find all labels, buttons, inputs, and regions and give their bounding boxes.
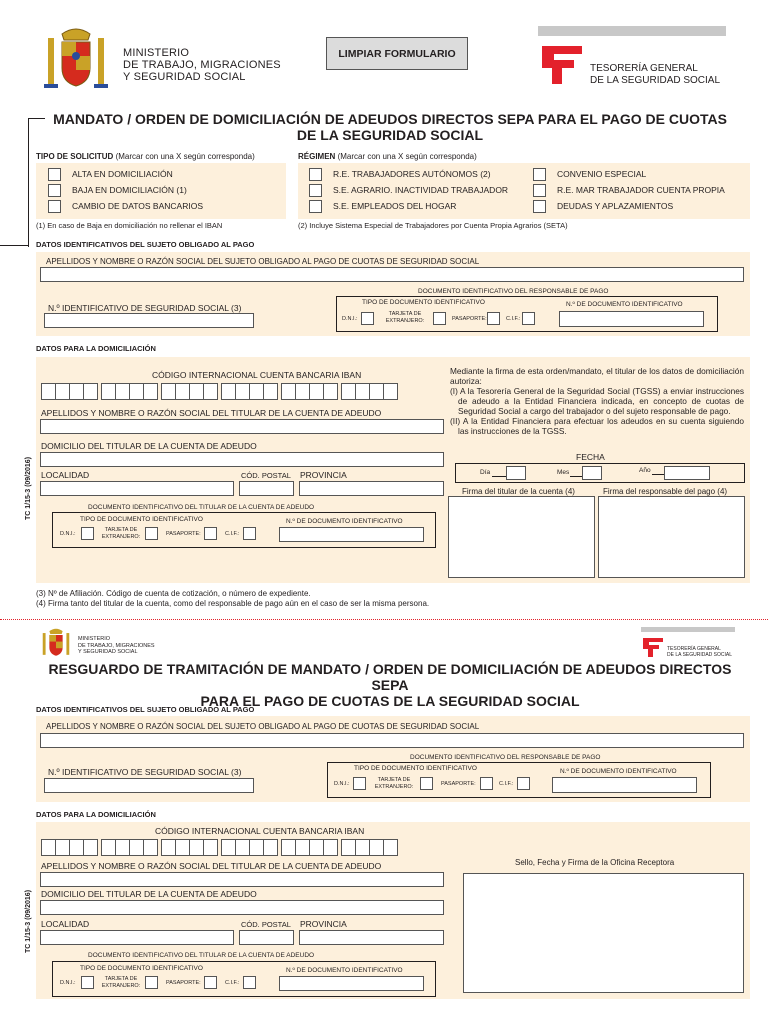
footnote-3: (3) Nº de Afiliación. Código de cuenta de cotización, o número de expediente.	[36, 589, 311, 598]
num-doc-label: N.º DE DOCUMENTO IDENTIFICATIVO	[566, 301, 683, 308]
side-code: TC 1/15-3 (09/2016)	[25, 456, 32, 520]
firma-responsable-label: Firma del responsable del pago (4)	[603, 487, 728, 496]
anio-label: Año	[639, 467, 651, 474]
check-cif-titular[interactable]	[243, 527, 256, 540]
receipt-num-doc-titular-label: N.º DE DOCUMENTO IDENTIFICATIVO	[286, 967, 403, 974]
provincia-label: PROVINCIA	[300, 470, 347, 480]
receipt-tarjeta-label: TARJETA DE EXTRANJERO:	[374, 777, 414, 790]
check-hogar[interactable]	[309, 200, 322, 213]
localidad-label: LOCALIDAD	[41, 470, 90, 480]
receipt-section-domiciliacion: DATOS PARA LA DOMICILIACIÓN	[36, 810, 156, 819]
dia-line	[492, 476, 506, 477]
doc-responsable-label: DOCUMENTO IDENTIFICATIVO DEL RESPONSABLE DE PAGO	[418, 288, 609, 295]
check-deudas[interactable]	[533, 200, 546, 213]
regimen-mar-label: R.E. MAR TRABAJADOR CUENTA PROPIA	[557, 185, 725, 195]
receipt-check-dni[interactable]	[353, 777, 366, 790]
receipt-tgss-logo-icon	[642, 637, 664, 658]
doc-titular-label: DOCUMENTO IDENTIFICATIVO DEL TITULAR DE LA CUENTA DE ADEUDO	[88, 504, 315, 511]
regimen-agrario-label: S.E. AGRARIO. INACTIVIDAD TRABAJADOR	[333, 185, 509, 195]
receipt-dni-label: D.N.I.:	[334, 781, 350, 787]
check-alta[interactable]	[48, 168, 61, 181]
receipt-iban-input-group[interactable]	[41, 839, 397, 856]
receipt-check-cif-titular[interactable]	[243, 976, 256, 989]
receipt-dni-titular-label: D.N.I.:	[60, 980, 76, 986]
receipt-pasaporte-titular-label: PASAPORTE:	[166, 980, 201, 986]
domicilio-titular-label: DOMICILIO DEL TITULAR DE LA CUENTA DE ADEUDO	[41, 441, 257, 451]
iban-input-group[interactable]	[41, 383, 397, 400]
dni-titular-label: D.N.I.:	[60, 531, 76, 537]
receipt-num-doc-label: N.º DE DOCUMENTO IDENTIFICATIVO	[560, 768, 677, 775]
cif-titular-label: C.I.F.:	[225, 531, 240, 537]
receipt-cod-postal-label: CÓD. POSTAL	[241, 920, 291, 929]
receipt-num-doc-responsable-input[interactable]	[552, 777, 697, 793]
tipo-doc-label: TIPO DE DOCUMENTO IDENTIFICATIVO	[362, 299, 485, 306]
left-bracket-bottom	[0, 245, 29, 246]
receipt-ministry-name: MINISTERIO DE TRABAJO, MIGRACIONES Y SEGURIDAD SOCIAL	[78, 636, 155, 655]
receipt-localidad-label: LOCALIDAD	[41, 919, 90, 929]
receipt-num-ss-input[interactable]	[44, 778, 254, 793]
receipt-check-pasaporte-titular[interactable]	[204, 976, 217, 989]
receipt-side-code: TC 1/15-3 (09/2016)	[25, 889, 32, 953]
fecha-label: FECHA	[576, 452, 605, 462]
num-ss-label: N.º IDENTIFICATIVO DE SEGURIDAD SOCIAL (3)	[48, 303, 242, 313]
note-1: (1) En caso de Baja en domiciliación no rellenar el IBAN	[36, 221, 223, 230]
cif-label: C.I.F.:	[506, 316, 521, 322]
check-baja[interactable]	[48, 184, 61, 197]
receipt-tipo-doc-label: TIPO DE DOCUMENTO IDENTIFICATIVO	[354, 765, 477, 772]
receipt-check-tarjeta[interactable]	[420, 777, 433, 790]
section-domiciliacion: DATOS PARA LA DOMICILIACIÓN	[36, 344, 156, 353]
provincia-input[interactable]	[299, 481, 444, 496]
receipt-check-tarjeta-titular[interactable]	[145, 976, 158, 989]
tipo-baja-label: BAJA EN DOMICILIACIÓN (1)	[72, 185, 187, 195]
check-tarjeta[interactable]	[433, 312, 446, 325]
receipt-num-ss-label: N.º IDENTIFICATIVO DE SEGURIDAD SOCIAL (3)	[48, 767, 242, 777]
num-doc-responsable-input[interactable]	[559, 311, 704, 327]
anio-line	[652, 474, 664, 475]
tipo-solicitud-heading: TIPO DE SOLICITUD (Marcar con una X según corresponda)	[36, 152, 255, 161]
apellidos-sujeto-label: APELLIDOS Y NOMBRE O RAZÓN SOCIAL DEL SUJETO OBLIGADO AL PAGO DE CUOTAS DE SEGURIDAD SOCIAL	[46, 257, 480, 266]
check-mar[interactable]	[533, 184, 546, 197]
receipt-cif-label: C.I.F.:	[499, 781, 514, 787]
anio-input[interactable]	[664, 466, 710, 480]
receipt-check-pasaporte[interactable]	[480, 777, 493, 790]
sello-label: Sello, Fecha y Firma de la Oficina Receptora	[515, 858, 675, 867]
cod-postal-label: CÓD. POSTAL	[241, 471, 291, 480]
receipt-iban-label: CÓDIGO INTERNACIONAL CUENTA BANCARIA IBAN	[155, 826, 365, 836]
dni-label: D.N.I.:	[342, 316, 358, 322]
receipt-apellidos-titular-input[interactable]	[40, 872, 444, 887]
receipt-apellidos-sujeto-input[interactable]	[40, 733, 744, 748]
receipt-tarjeta-titular-label: TARJETA DE EXTRANJERO:	[101, 976, 141, 989]
apellidos-titular-input[interactable]	[40, 419, 444, 434]
receipt-domicilio-titular-label: DOMICILIO DEL TITULAR DE LA CUENTA DE ADEUDO	[41, 889, 257, 899]
receipt-provincia-label: PROVINCIA	[300, 919, 347, 929]
sello-box[interactable]	[463, 873, 744, 993]
pasaporte-label: PASAPORTE:	[452, 316, 487, 322]
check-cambio[interactable]	[48, 200, 61, 213]
receipt-tgss-name: TESORERÍA GENERAL DE LA SEGURIDAD SOCIAL	[667, 646, 733, 658]
domicilio-titular-input[interactable]	[40, 452, 444, 467]
receipt-title: RESGUARDO DE TRAMITACIÓN DE MANDATO / ORDEN DE DOMICILIACIÓN DE ADEUDOS DIRECTOS SEPA PARA EL PAGO DE CUOTAS DE LA SEGURIDAD SOCIAL	[48, 661, 732, 709]
tipo-cambio-label: CAMBIO DE DATOS BANCARIOS	[72, 201, 203, 211]
header-rule	[538, 26, 726, 36]
num-ss-input[interactable]	[44, 313, 254, 328]
section-sujeto: DATOS IDENTIFICATIVOS DEL SUJETO OBLIGADO AL PAGO	[36, 240, 255, 249]
dia-input[interactable]	[506, 466, 526, 480]
check-pasaporte[interactable]	[487, 312, 500, 325]
spain-coat-of-arms-icon	[38, 24, 114, 94]
localidad-input[interactable]	[40, 481, 234, 496]
note-2: (2) Incluye Sistema Especial de Trabajadores por Cuenta Propia Agrarios (SETA)	[298, 221, 568, 230]
receipt-header-rule	[641, 627, 735, 632]
iban-label: CÓDIGO INTERNACIONAL CUENTA BANCARIA IBAN	[152, 370, 362, 380]
receipt-pasaporte-label: PASAPORTE:	[441, 781, 476, 787]
check-dni[interactable]	[361, 312, 374, 325]
mes-label: Mes	[557, 469, 570, 476]
tgss-name: TESORERÍA GENERAL DE LA SEGURIDAD SOCIAL	[590, 63, 721, 86]
regimen-deudas-label: DEUDAS Y APLAZAMIENTOS	[557, 201, 674, 211]
mandate-text: Mediante la firma de esta orden/mandato, el titular de los datos de domiciliación autoriza: (I) A la Tesorería General de la Seguridad Social (TGSS) a enviar instrucciones de adeudo a la Entidad Financiera indicada, en concepto de cuotas de Seguridad Social a cargo del trabajador o del sujeto responsable de pago. (II) A la Entidad Financiera para efectuar los adeudos en su cuenta siguiendo las instrucciones de la TGSS.	[450, 366, 744, 436]
receipt-doc-responsable-label: DOCUMENTO IDENTIFICATIVO DEL RESPONSABLE DE PAGO	[410, 754, 601, 761]
receipt-cod-postal-input[interactable]	[239, 930, 294, 945]
check-agrario[interactable]	[309, 184, 322, 197]
regimen-convenio-label: CONVENIO ESPECIAL	[557, 169, 647, 179]
mes-input[interactable]	[582, 466, 602, 480]
tipo-doc-titular-label: TIPO DE DOCUMENTO IDENTIFICATIVO	[80, 516, 203, 523]
regimen-autonomos-label: R.E. TRABAJADORES AUTÓNOMOS (2)	[333, 169, 491, 179]
check-pasaporte-titular[interactable]	[204, 527, 217, 540]
form-title: MANDATO / ORDEN DE DOMICILIACIÓN DE ADEUDOS DIRECTOS SEPA PARA EL PAGO DE CUOTAS DE LA SEGURIDAD SOCIAL	[53, 111, 727, 143]
clear-form-button[interactable]: LIMPIAR FORMULARIO	[326, 37, 468, 70]
receipt-cif-titular-label: C.I.F.:	[225, 980, 240, 986]
receipt-apellidos-sujeto-label: APELLIDOS Y NOMBRE O RAZÓN SOCIAL DEL SUJETO OBLIGADO AL PAGO DE CUOTAS DE SEGURIDAD SOCIAL	[46, 722, 480, 731]
firma-titular-label: Firma del titular de la cuenta (4)	[462, 487, 575, 496]
dia-label: Día	[480, 469, 491, 476]
apellidos-titular-label: APELLIDOS Y NOMBRE O RAZÓN SOCIAL DEL TITULAR DE LA CUENTA DE ADEUDO	[41, 408, 382, 418]
tarjeta-label: TARJETA DE EXTRANJERO:	[385, 311, 425, 324]
regimen-hogar-label: S.E. EMPLEADOS DEL HOGAR	[333, 201, 457, 211]
firma-responsable-box[interactable]	[598, 496, 745, 578]
receipt-check-dni-titular[interactable]	[81, 976, 94, 989]
check-cif[interactable]	[522, 312, 535, 325]
ministry-name: MINISTERIO DE TRABAJO, MIGRACIONES Y SEGURIDAD SOCIAL	[123, 47, 281, 83]
check-autonomos[interactable]	[309, 168, 322, 181]
firma-titular-box[interactable]	[448, 496, 595, 578]
num-doc-titular-label: N.º DE DOCUMENTO IDENTIFICATIVO	[286, 518, 403, 525]
tgss-logo-icon	[540, 44, 584, 86]
receipt-domicilio-titular-input[interactable]	[40, 900, 444, 915]
receipt-localidad-input[interactable]	[40, 930, 234, 945]
receipt-tipo-doc-titular-label: TIPO DE DOCUMENTO IDENTIFICATIVO	[80, 965, 203, 972]
check-tarjeta-titular[interactable]	[145, 527, 158, 540]
footnote-4: (4) Firma tanto del titular de la cuenta, como del responsable de pago aún en el caso de ser la misma persona.	[36, 599, 430, 608]
receipt-apellidos-titular-label: APELLIDOS Y NOMBRE O RAZÓN SOCIAL DEL TITULAR DE LA CUENTA DE ADEUDO	[41, 861, 382, 871]
receipt-section-sujeto: DATOS IDENTIFICATIVOS DEL SUJETO OBLIGADO AL PAGO	[36, 705, 255, 714]
pasaporte-titular-label: PASAPORTE:	[166, 531, 201, 537]
receipt-coat-of-arms-icon	[38, 626, 74, 660]
receipt-provincia-input[interactable]	[299, 930, 444, 945]
cut-line	[0, 619, 768, 620]
num-doc-titular-input[interactable]	[279, 527, 424, 542]
mes-line	[570, 476, 582, 477]
tipo-alta-label: ALTA EN DOMICILIACIÓN	[72, 169, 173, 179]
receipt-doc-titular-label: DOCUMENTO IDENTIFICATIVO DEL TITULAR DE LA CUENTA DE ADEUDO	[88, 952, 315, 959]
check-dni-titular[interactable]	[81, 527, 94, 540]
check-convenio[interactable]	[533, 168, 546, 181]
receipt-check-cif[interactable]	[517, 777, 530, 790]
apellidos-sujeto-input[interactable]	[40, 267, 744, 282]
regimen-heading: RÉGIMEN (Marcar con una X según corresponda)	[298, 152, 477, 161]
receipt-num-doc-titular-input[interactable]	[279, 976, 424, 991]
cod-postal-input[interactable]	[239, 481, 294, 496]
tarjeta-titular-label: TARJETA DE EXTRANJERO:	[101, 527, 141, 540]
